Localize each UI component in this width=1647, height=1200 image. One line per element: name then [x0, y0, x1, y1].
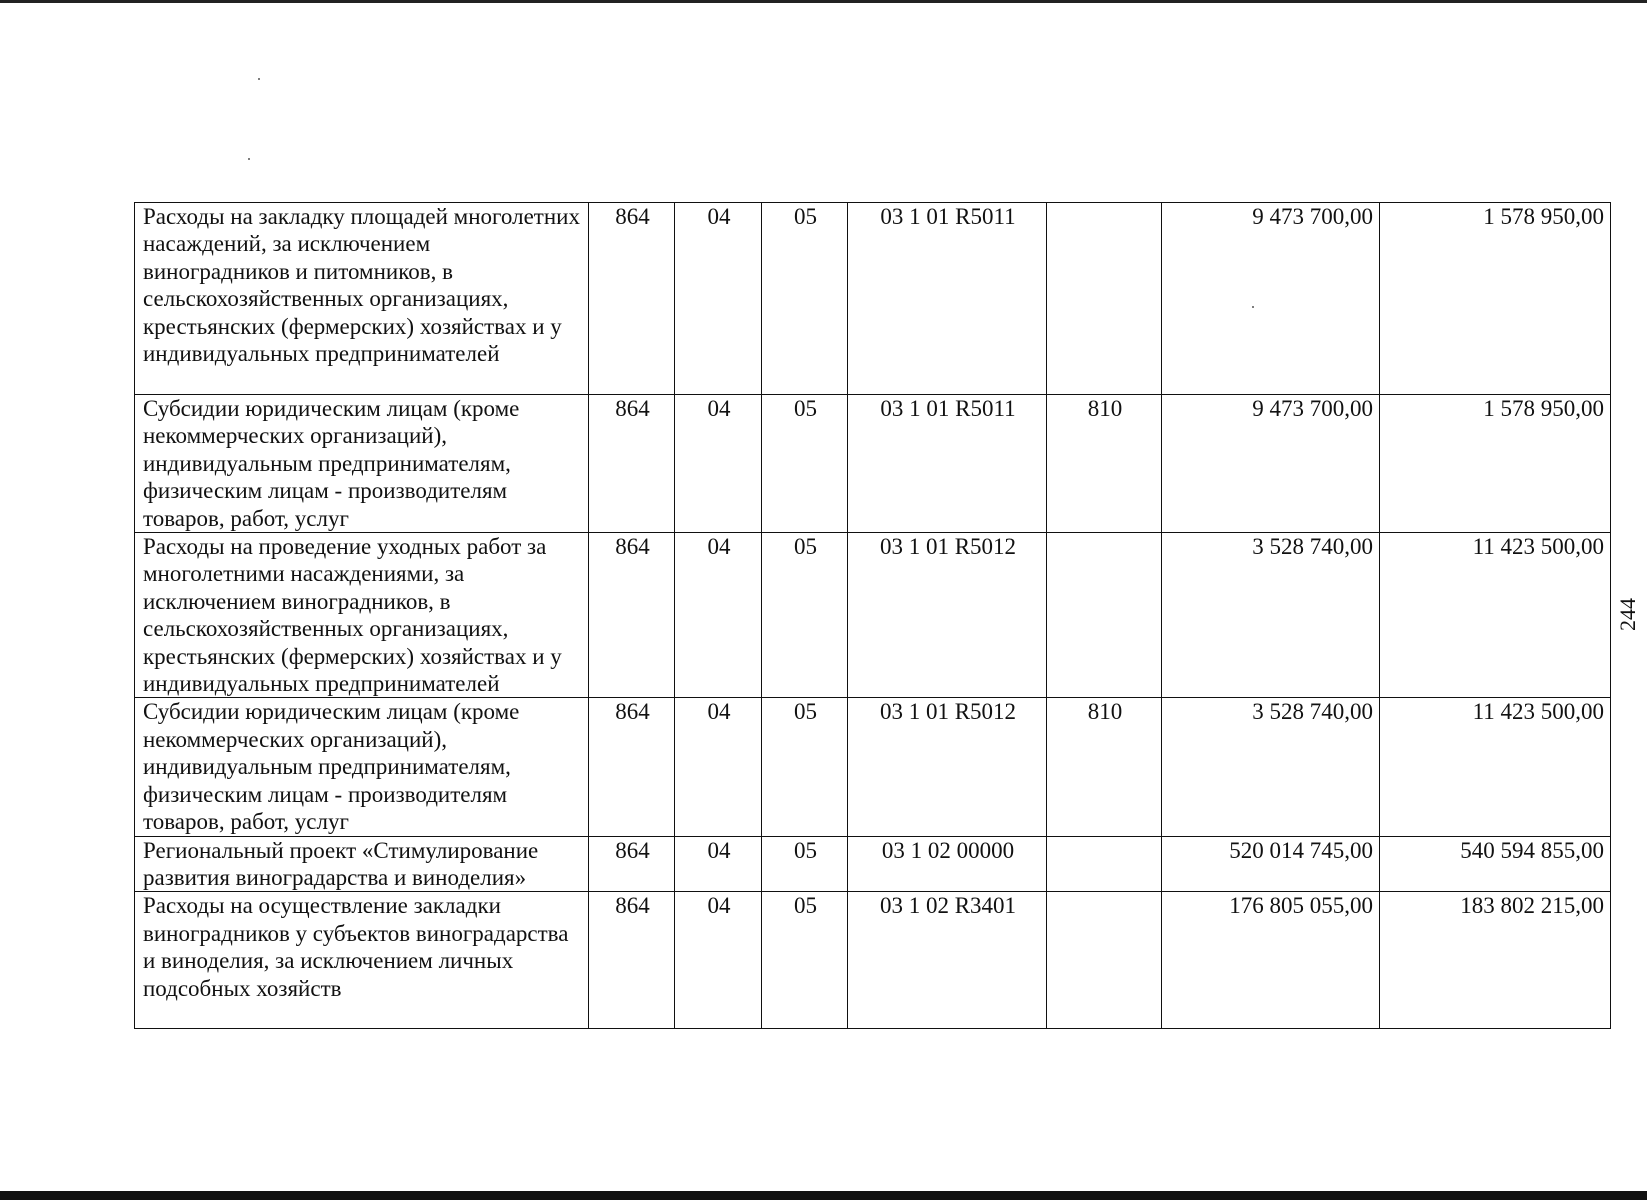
expense-type-cell: [1047, 836, 1162, 892]
sum-year-1-cell: 9 473 700,00: [1162, 203, 1380, 395]
target-article-cell: 03 1 02 R3401: [848, 892, 1047, 1029]
table-row: [135, 698, 1611, 836]
sum-year-2-cell: 1 578 950,00: [1380, 395, 1611, 533]
target-article-cell: 03 1 02 00000: [848, 836, 1047, 892]
expense-type-cell: 810: [1047, 395, 1162, 533]
expense-type-cell: [1047, 203, 1162, 395]
target-article-cell: 03 1 01 R5012: [848, 533, 1047, 698]
admin-code-cell: 864: [589, 533, 675, 698]
section-cell: 04: [675, 533, 762, 698]
admin-code-cell: 864: [589, 203, 675, 395]
scan-bottom-edge: [0, 1191, 1647, 1200]
section-cell: 04: [675, 698, 762, 836]
sum-year-1-cell: 176 805 055,00: [1162, 892, 1380, 1029]
scan-top-edge: [0, 0, 1647, 3]
target-article-cell: 03 1 01 R5012: [848, 698, 1047, 836]
admin-code-cell: 864: [589, 892, 675, 1029]
row-name-cell: Субсидии юридическим лицам (кроме некоммерческих организаций), индивидуальным предпринимателям, физическим лицам - производителям товаров, работ, услуг: [135, 395, 589, 533]
scan-speck: [248, 158, 250, 160]
admin-code-cell: 864: [589, 395, 675, 533]
row-name-cell: Расходы на проведение уходных работ за многолетними насаждениями, за исключением виноградников, в сельскохозяйственных организациях, крестьянских (фермерских) хозяйствах и у индивидуальных предпринимателей: [135, 533, 589, 698]
table-row: [135, 836, 1611, 892]
admin-code-cell: 864: [589, 698, 675, 836]
expense-type-cell: [1047, 533, 1162, 698]
table-row: [135, 203, 1611, 395]
sum-year-2-cell: 11 423 500,00: [1380, 698, 1611, 836]
expense-type-cell: 810: [1047, 698, 1162, 836]
target-article-cell: 03 1 01 R5011: [848, 395, 1047, 533]
subsection-cell: 05: [762, 892, 848, 1029]
admin-code-cell: 864: [589, 836, 675, 892]
section-cell: 04: [675, 836, 762, 892]
section-cell: 04: [675, 892, 762, 1029]
row-name-cell: Расходы на осуществление закладки виноградников у субъектов виноградарства и виноделия, за исключением личных подсобных хозяйств: [135, 892, 589, 1029]
section-cell: 04: [675, 395, 762, 533]
sum-year-1-cell: 520 014 745,00: [1162, 836, 1380, 892]
sum-year-2-cell: 1 578 950,00: [1380, 203, 1611, 395]
subsection-cell: 05: [762, 836, 848, 892]
sum-year-1-cell: 3 528 740,00: [1162, 533, 1380, 698]
expense-type-cell: [1047, 892, 1162, 1029]
subsection-cell: 05: [762, 698, 848, 836]
target-article-cell: 03 1 01 R5011: [848, 203, 1047, 395]
budget-table: [134, 202, 1611, 1029]
scan-speck: [258, 78, 260, 80]
row-name-cell: Субсидии юридическим лицам (кроме некоммерческих организаций), индивидуальным предпринимателям, физическим лицам - производителям товаров, работ, услуг: [135, 698, 589, 836]
table-row: [135, 892, 1611, 1029]
row-name-cell: Региональный проект «Стимулирование развития виноградарства и виноделия»: [135, 836, 589, 892]
row-name-cell: Расходы на закладку площадей многолетних насаждений, за исключением виноградников и питомников, в сельскохозяйственных организациях, крестьянских (фермерских) хозяйствах и у индивидуальных предпринимателей: [135, 203, 589, 395]
subsection-cell: 05: [762, 533, 848, 698]
sum-year-2-cell: 11 423 500,00: [1380, 533, 1611, 698]
page-number: 244: [1615, 598, 1640, 631]
sum-year-2-cell: 540 594 855,00: [1380, 836, 1611, 892]
subsection-cell: 05: [762, 395, 848, 533]
table-row: [135, 533, 1611, 698]
sum-year-1-cell: 3 528 740,00: [1162, 698, 1380, 836]
subsection-cell: 05: [762, 203, 848, 395]
sum-year-1-cell: 9 473 700,00: [1162, 395, 1380, 533]
sum-year-2-cell: 183 802 215,00: [1380, 892, 1611, 1029]
section-cell: 04: [675, 203, 762, 395]
table-row: [135, 395, 1611, 533]
